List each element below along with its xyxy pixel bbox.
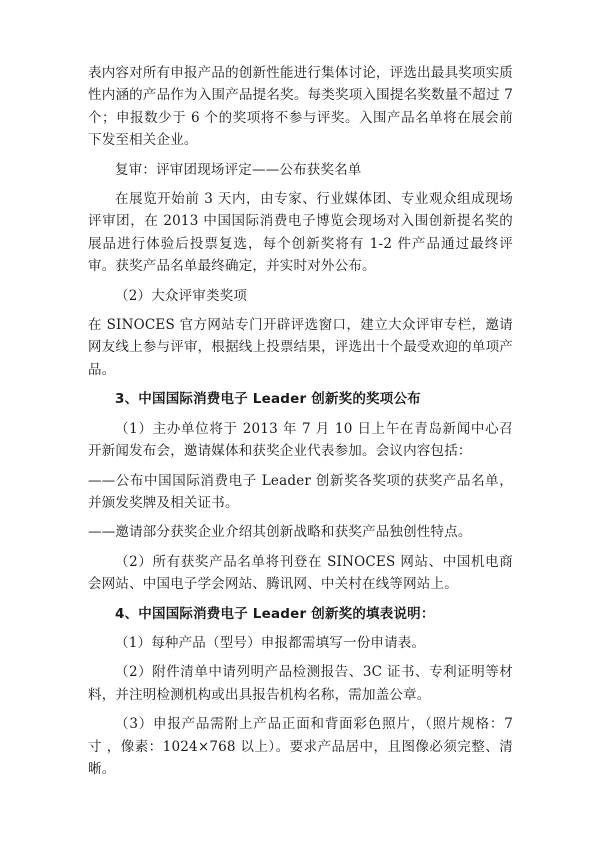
section-heading-award-announcement: 3、中国国际消费电子 Leader 创新奖的奖项公布 xyxy=(115,391,421,408)
paragraph-preliminary-review: 表内容对所有申报产品的创新性能进行集体讨论，评选出最具奖项实质性内涵的产品作为入围产品提名奖。每类奖项入围提名奖数量不超过 7 个；申报数少于 6 个的奖项将不参与评奖。入围产品名单将在展会前下发至相关企业。 xyxy=(88,65,513,149)
paragraph-final-review: 在展览开始前 3 天内，由专家、行业媒体团、专业观众组成现场评审团，在 2013 中国国际消费电子博览会现场对入围创新提名奖的展品进行体验后投票复选，每个创新奖将有 1-2 件产品通过最终评审。获奖产品名单最终确定，并实时对外公布。 xyxy=(88,191,513,275)
paragraph-press-conference: （1）主办单位将于 2013 年 7 月 10 日上午在青岛新闻中心召开新闻发布会，邀请媒体和获奖企业代表参加。会议内容包括： xyxy=(88,420,513,460)
section-heading-form-instructions: 4、中国国际消费电子 Leader 创新奖的填表说明： xyxy=(115,605,435,622)
paragraph-public-review: 在 SINOCES 官方网站专门开辟评选窗口，建立大众评审专栏，邀请网友线上参与评审，根据线上投票结果，评选出十个最受欢迎的单项产品。 xyxy=(88,317,513,378)
paragraph-attachments: （2）附件清单中请列明产品检测报告、3C 证书、专利证明等材料，并注明检测机构或出具报告机构名称，需加盖公章。 xyxy=(88,664,513,703)
paragraph-websites: （2）所有获奖产品名单将刊登在 SINOCES 网站、中国机电商会网站、中国电子学会网站、腾讯网、中关村在线等网站上。 xyxy=(88,553,513,593)
document-page xyxy=(88,62,513,780)
paragraph-photos: （3）申报产品需附上产品正面和背面彩色照片，（照片规格：7 寸 ，像素：1024×768 以上）。要求产品居中，且图像必须完整、清晰。 xyxy=(88,716,513,777)
subheading-final-review: 复审：评审团现场评定——公布获奖名单 xyxy=(115,161,362,178)
paragraph-application-form: （1）每种产品（型号）申报都需填写一份申请表。 xyxy=(115,634,426,651)
paragraph-publish-winners: ——公布中国国际消费电子 Leader 创新奖各奖项的获奖产品名单，并颁发奖牌及相关证书。 xyxy=(88,472,513,511)
subheading-public-review: （2）大众评审类奖项 xyxy=(115,287,248,304)
paragraph-invite-companies: ——邀请部分获奖企业介绍其创新战略和获奖产品独创性特点。 xyxy=(88,524,472,541)
